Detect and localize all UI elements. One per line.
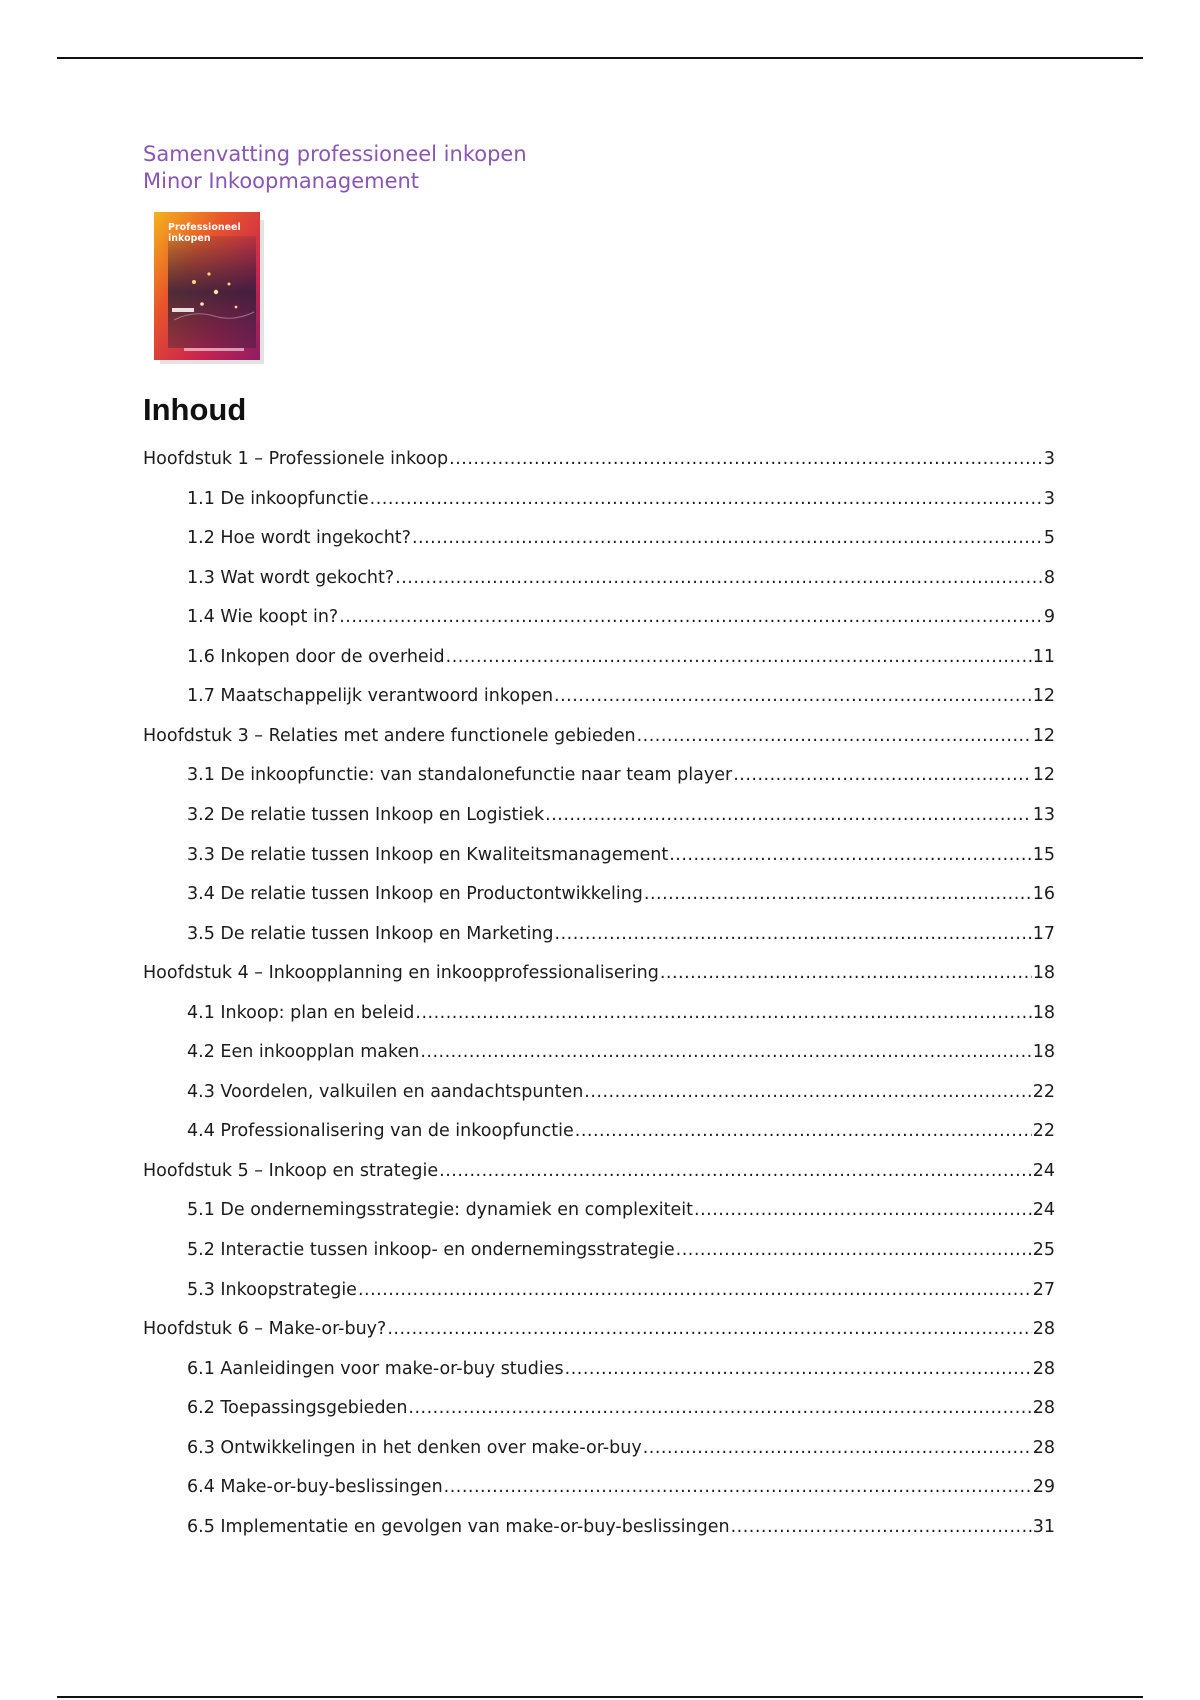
toc-entry-page-number: 9 xyxy=(1043,607,1055,627)
toc-entry-label: 3.3 De relatie tussen Inkoop en Kwaliteitsmanagement xyxy=(187,845,669,865)
toc-entry-label: 5.2 Interactie tussen inkoop- en ondernemingsstrategie xyxy=(187,1240,675,1260)
toc-dot-leader xyxy=(339,605,1043,629)
toc-entry-page-number: 11 xyxy=(1032,647,1055,667)
toc-dot-leader xyxy=(408,1396,1031,1420)
toc-entry-label: Hoofdstuk 5 – Inkoop en strategie xyxy=(143,1161,439,1181)
document-title-line-2: Minor Inkoopmanagement xyxy=(143,169,420,193)
toc-section-entry[interactable] xyxy=(187,922,1055,946)
toc-dot-leader xyxy=(555,922,1032,946)
toc-section-entry[interactable] xyxy=(187,843,1055,867)
toc-entry-page-number: 28 xyxy=(1032,1398,1055,1418)
toc-entry-label: 4.1 Inkoop: plan en beleid xyxy=(187,1003,415,1023)
svg-text:inkopen: inkopen xyxy=(168,233,211,244)
toc-entry-label: 5.1 De ondernemingsstrategie: dynamiek en complexiteit xyxy=(187,1200,694,1220)
toc-entry-page-number: 17 xyxy=(1032,924,1055,944)
toc-section-entry[interactable] xyxy=(187,1040,1055,1064)
toc-dot-leader xyxy=(644,882,1032,906)
toc-entry-page-number: 3 xyxy=(1043,489,1055,509)
toc-entry-label: 5.3 Inkoopstrategie xyxy=(187,1280,357,1300)
toc-section-entry[interactable] xyxy=(187,487,1055,511)
toc-entry-label: 1.3 Wat wordt gekocht? xyxy=(187,568,395,588)
toc-dot-leader xyxy=(733,763,1032,787)
toc-dot-leader xyxy=(694,1198,1032,1222)
toc-section-entry[interactable] xyxy=(187,803,1055,827)
toc-dot-leader xyxy=(554,684,1032,708)
toc-entry-label: 4.4 Professionalisering van de inkoopfunctie xyxy=(187,1121,574,1141)
toc-entry-page-number: 12 xyxy=(1032,686,1055,706)
toc-section-entry[interactable] xyxy=(187,566,1055,590)
toc-entry-page-number: 31 xyxy=(1032,1517,1055,1537)
toc-section-entry[interactable] xyxy=(187,1119,1055,1143)
toc-section-entry[interactable] xyxy=(187,1198,1055,1222)
toc-entry-page-number: 13 xyxy=(1032,805,1055,825)
toc-chapter-entry[interactable] xyxy=(143,447,1055,471)
toc-section-entry[interactable] xyxy=(187,1436,1055,1460)
toc-entry-page-number: 28 xyxy=(1032,1319,1055,1339)
toc-dot-leader xyxy=(420,1040,1031,1064)
toc-entry-label: Hoofdstuk 3 – Relaties met andere functionele gebieden xyxy=(143,726,636,746)
toc-chapter-entry[interactable] xyxy=(143,961,1055,985)
toc-entry-label: 1.4 Wie koopt in? xyxy=(187,607,339,627)
toc-dot-leader xyxy=(358,1278,1032,1302)
header-rule xyxy=(57,57,1143,59)
toc-section-entry[interactable] xyxy=(187,605,1055,629)
toc-section-entry[interactable] xyxy=(187,1278,1055,1302)
toc-entry-label: 6.2 Toepassingsgebieden xyxy=(187,1398,408,1418)
toc-entry-page-number: 18 xyxy=(1032,1003,1055,1023)
svg-text:Professioneel: Professioneel xyxy=(168,222,241,233)
toc-section-entry[interactable] xyxy=(187,1080,1055,1104)
toc-entry-page-number: 12 xyxy=(1032,726,1055,746)
toc-dot-leader xyxy=(387,1317,1031,1341)
toc-entry-page-number: 15 xyxy=(1032,845,1055,865)
toc-entry-page-number: 18 xyxy=(1032,963,1055,983)
toc-entry-page-number: 22 xyxy=(1032,1082,1055,1102)
toc-chapter-entry[interactable] xyxy=(143,1159,1055,1183)
toc-entry-page-number: 28 xyxy=(1032,1438,1055,1458)
toc-entry-label: 6.3 Ontwikkelingen in het denken over make-or-buy xyxy=(187,1438,642,1458)
toc-entry-page-number: 16 xyxy=(1032,884,1055,904)
toc-section-entry[interactable] xyxy=(187,882,1055,906)
toc-dot-leader xyxy=(449,447,1043,471)
toc-entry-label: Hoofdstuk 1 – Professionele inkoop xyxy=(143,449,449,469)
toc-section-entry[interactable] xyxy=(187,1357,1055,1381)
toc-entry-page-number: 22 xyxy=(1032,1121,1055,1141)
toc-chapter-entry[interactable] xyxy=(143,1317,1055,1341)
toc-entry-label: 6.1 Aanleidingen voor make-or-buy studies xyxy=(187,1359,564,1379)
toc-dot-leader xyxy=(637,724,1032,748)
toc-dot-leader xyxy=(439,1159,1032,1183)
toc-heading: Inhoud xyxy=(143,392,247,427)
toc-entry-page-number: 28 xyxy=(1032,1359,1055,1379)
toc-entry-label: 1.7 Maatschappelijk verantwoord inkopen xyxy=(187,686,554,706)
toc-entry-label: 3.4 De relatie tussen Inkoop en Productontwikkeling xyxy=(187,884,643,904)
toc-dot-leader xyxy=(446,645,1032,669)
toc-entry-label: 1.2 Hoe wordt ingekocht? xyxy=(187,528,411,548)
toc-section-entry[interactable] xyxy=(187,1396,1055,1420)
toc-chapter-entry[interactable] xyxy=(143,724,1055,748)
toc-entry-label: 1.6 Inkopen door de overheid xyxy=(187,647,445,667)
toc-dot-leader xyxy=(731,1515,1032,1539)
footer-rule xyxy=(57,1696,1143,1698)
toc-entry-page-number: 3 xyxy=(1043,449,1055,469)
toc-section-entry[interactable] xyxy=(187,526,1055,550)
toc-entry-page-number: 25 xyxy=(1032,1240,1055,1260)
toc-section-entry[interactable] xyxy=(187,763,1055,787)
toc-entry-page-number: 12 xyxy=(1032,765,1055,785)
toc-dot-leader xyxy=(575,1119,1032,1143)
toc-entry-label: 6.5 Implementatie en gevolgen van make-or-buy-beslissingen xyxy=(187,1517,730,1537)
toc-entry-label: 3.2 De relatie tussen Inkoop en Logistiek xyxy=(187,805,545,825)
toc-dot-leader xyxy=(412,526,1043,550)
toc-entry-label: 1.1 De inkoopfunctie xyxy=(187,489,369,509)
toc-dot-leader xyxy=(565,1357,1032,1381)
toc-entry-label: 4.3 Voordelen, valkuilen en aandachtspunten xyxy=(187,1082,584,1102)
toc-dot-leader xyxy=(395,566,1043,590)
toc-dot-leader xyxy=(643,1436,1032,1460)
toc-entry-page-number: 5 xyxy=(1043,528,1055,548)
toc-section-entry[interactable] xyxy=(187,645,1055,669)
toc-section-entry[interactable] xyxy=(187,1515,1055,1539)
toc-dot-leader xyxy=(660,961,1032,985)
toc-dot-leader xyxy=(444,1475,1032,1499)
toc-entry-page-number: 8 xyxy=(1043,568,1055,588)
toc-entry-label: Hoofdstuk 4 – Inkoopplanning en inkoopprofessionalisering xyxy=(143,963,659,983)
document-title xyxy=(143,141,527,195)
toc-entry-label: 6.4 Make-or-buy-beslissingen xyxy=(187,1477,443,1497)
toc-dot-leader xyxy=(415,1001,1031,1025)
book-cover-image xyxy=(154,212,266,365)
toc-entry-page-number: 29 xyxy=(1032,1477,1055,1497)
document-title-line-1: Samenvatting professioneel inkopen xyxy=(143,142,527,166)
toc-dot-leader xyxy=(676,1238,1032,1262)
toc-entry-page-number: 18 xyxy=(1032,1042,1055,1062)
toc-section-entry[interactable] xyxy=(187,684,1055,708)
toc-dot-leader xyxy=(669,843,1031,867)
toc-entry-label: 3.5 De relatie tussen Inkoop en Marketing xyxy=(187,924,554,944)
toc-section-entry[interactable] xyxy=(187,1001,1055,1025)
toc-section-entry[interactable] xyxy=(187,1475,1055,1499)
toc-section-entry[interactable] xyxy=(187,1238,1055,1262)
toc-dot-leader xyxy=(370,487,1043,511)
toc-entry-label: Hoofdstuk 6 – Make-or-buy? xyxy=(143,1319,387,1339)
toc-entry-page-number: 24 xyxy=(1032,1161,1055,1181)
toc-entry-label: 3.1 De inkoopfunctie: van standalonefunctie naar team player xyxy=(187,765,733,785)
toc-entry-page-number: 27 xyxy=(1032,1280,1055,1300)
toc-dot-leader xyxy=(545,803,1032,827)
toc-entry-label: 4.2 Een inkoopplan maken xyxy=(187,1042,420,1062)
toc-dot-leader xyxy=(584,1080,1031,1104)
toc-entry-page-number: 24 xyxy=(1032,1200,1055,1220)
